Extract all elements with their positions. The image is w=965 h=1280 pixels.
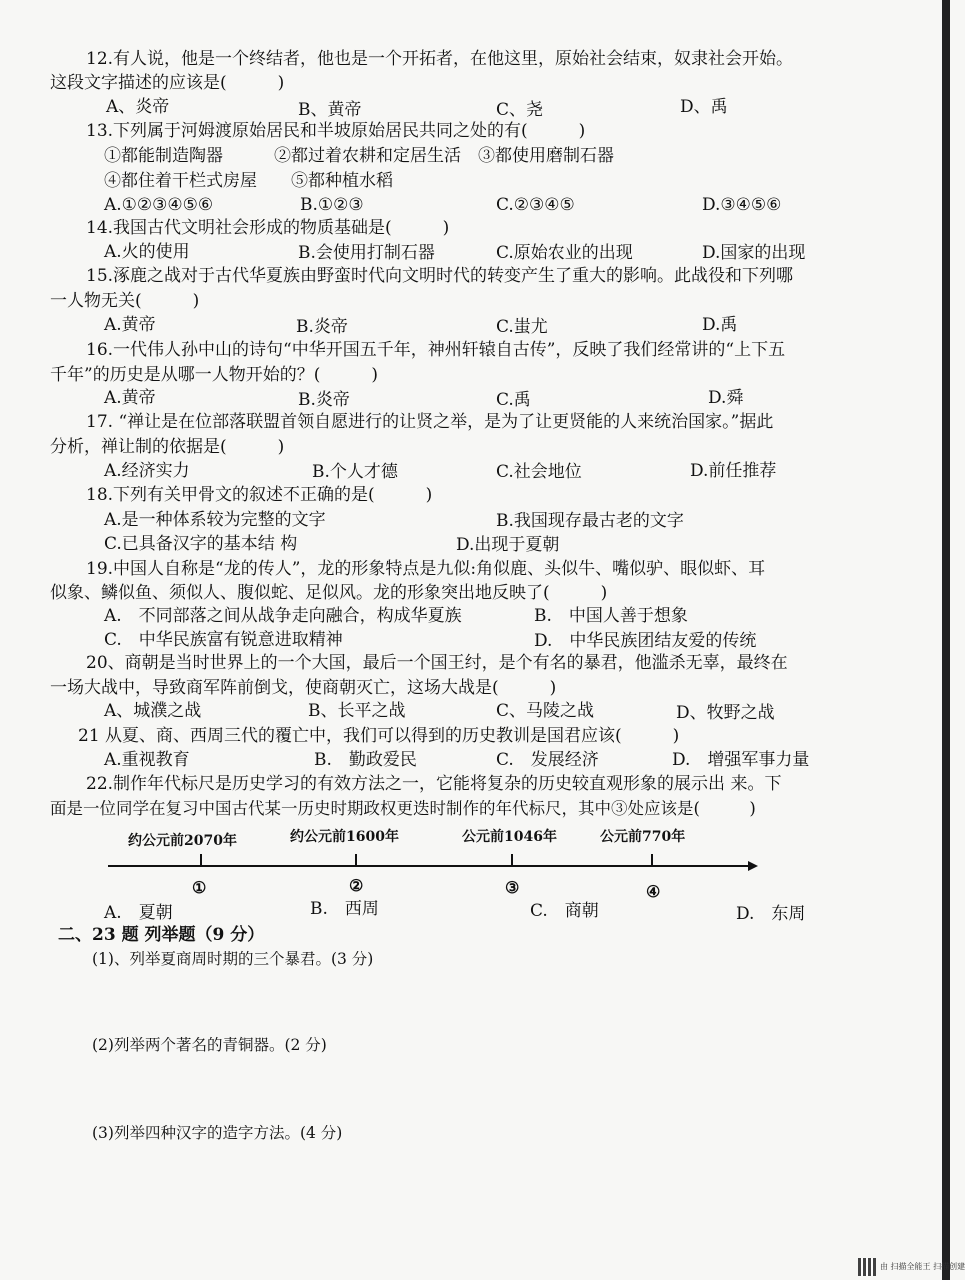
q16-line2: 千年”的历史是从哪一人物开始的？( ) (50, 365, 378, 385)
q20-line1: 20、商朝是当时世界上的一个大国，最后一个国王纣，是个有名的暴君，他滥杀无辜，最终在 (86, 653, 788, 673)
timeline-label-4: 公元前770年 (600, 829, 686, 845)
q17-option-c: C.社会地位 (496, 462, 582, 482)
q16-line1: 16.一代伟人孙中山的诗句“中华开国五千年，神州轩辕自古传”，反映了我们经常讲的“上下五 (86, 340, 786, 360)
q15-line2: 一人物无关( ) (50, 291, 200, 311)
q20-line2: 一场大战中，导致商军阵前倒戈，使商朝灭亡，这场大战是( ) (50, 678, 557, 698)
q20-option-d: D、牧野之战 (676, 703, 775, 723)
q14-option-c: C.原始农业的出现 (496, 243, 633, 263)
timeline-label-3: 公元前1046年 (462, 829, 557, 845)
timeline-label-1: 约公元前2070年 (128, 833, 237, 849)
q21-stem: 21 从夏、商、西周三代的覆亡中，我们可以得到的历史教训是国君应该( ) (78, 726, 680, 746)
q22-line1: 22.制作年代标尺是历史学习的有效方法之一，它能将复杂的历史较直观形象的展示出 来。下 (86, 774, 782, 794)
q22-option-a: A. 夏朝 (104, 903, 173, 923)
q13-option-a: A.①②③④⑤⑥ (104, 195, 214, 215)
q19-option-c: C. 中华民族富有锐意进取精神 (104, 630, 343, 650)
q21-option-b: B. 勤政爱民 (314, 750, 417, 770)
q16-option-a: A.黄帝 (104, 388, 156, 408)
q17-option-d: D.前任推荐 (690, 461, 777, 481)
section2-title: 二、23 题 列举题（9 分） (58, 925, 265, 945)
q15-option-a: A.黄帝 (104, 315, 156, 335)
q21-option-d: D. 增强军事力量 (672, 750, 810, 770)
timeline-arrowhead (748, 861, 758, 871)
q20-option-a: A、城濮之战 (104, 701, 202, 721)
q16-option-d: D.舜 (708, 388, 744, 408)
q22-option-d: D. 东周 (736, 904, 806, 924)
section2-sub2: (2)列举两个著名的青铜器。(2 分) (92, 1036, 327, 1054)
q15-line1: 15.涿鹿之战对于古代华夏族由野蛮时代向文明时代的转变产生了重大的影响。此战役和下列哪 (86, 266, 794, 286)
section2-sub1: (1)、列举夏商周时期的三个暴君。(3 分) (92, 950, 374, 968)
q13-option-c: C.②③④⑤ (496, 195, 575, 215)
q17-line1: 17. “禅让是在位部落联盟首领自愿进行的让贤之举，是为了让更贤能的人来统治国家。”据此 (86, 412, 774, 432)
q12-option-a: A、炎帝 (106, 97, 170, 117)
q21-option-c: C. 发展经济 (496, 750, 599, 770)
timeline-mark-3: ③ (505, 878, 520, 897)
timeline-mark-2: ② (349, 876, 364, 895)
q19-line1: 19.中国人自称是“龙的传人”，龙的形象特点是九似:角似鹿、头似牛、嘴似驴、眼似虾、耳 (86, 559, 766, 579)
q21-option-a: A.重视教育 (104, 750, 190, 770)
q14-option-a: A.火的使用 (104, 242, 190, 262)
q14-option-d: D.国家的出现 (702, 243, 806, 263)
q12-option-c: C、尧 (496, 100, 544, 120)
q14-option-b: B.会使用打制石器 (298, 243, 435, 263)
q17-line2: 分析，禅让制的依据是( ) (50, 437, 285, 457)
q20-option-c: C、马陵之战 (496, 701, 595, 721)
q18-option-d: D.出现于夏朝 (456, 535, 560, 555)
timeline-mark-1: ① (192, 878, 207, 897)
q12-option-d: D、禹 (680, 97, 728, 117)
qr-code-icon (858, 1258, 876, 1276)
q15-option-b: B.炎帝 (296, 317, 348, 337)
section2-sub3: (3)列举四种汉字的造字方法。(4 分) (92, 1124, 343, 1142)
q12-option-b: B、黄帝 (298, 100, 362, 120)
q17-option-b: B.个人才德 (312, 462, 398, 482)
q13-option-b: B.①②③ (300, 195, 364, 215)
scan-edge-shadow (942, 0, 950, 1280)
q19-option-d: D. 中华民族团结友爱的传统 (534, 631, 757, 651)
q17-option-a: A.经济实力 (104, 461, 190, 481)
q20-option-b: B、长平之战 (308, 701, 406, 721)
q13-option-d: D.③④⑤⑥ (702, 195, 782, 215)
q16-option-b: B.炎帝 (298, 390, 350, 410)
q22-option-b: B. 西周 (310, 899, 379, 919)
q18-option-c: C.已具备汉字的基本结 构 (104, 534, 298, 554)
timeline-mark-4: ④ (646, 882, 661, 901)
timeline-axis (100, 845, 760, 875)
scanner-watermark: 由 扫描全能王 扫描创建 (880, 1262, 965, 1271)
q19-line2: 似象、鳞似鱼、须似人、腹似蛇、足似风。龙的形象突出地反映了( ) (50, 583, 608, 603)
q22-line2: 面是一位同学在复习中国古代某一历史时期政权更迭时制作的年代标尺，其中③处应该是( ) (50, 799, 756, 818)
q15-option-d: D.禹 (702, 315, 738, 335)
q22-option-c: C. 商朝 (530, 901, 599, 921)
q14-stem: 14.我国古代文明社会形成的物质基础是( ) (86, 218, 450, 238)
q18-stem: 18.下列有关甲骨文的叙述不正确的是( ) (86, 485, 433, 505)
timeline-label-2: 约公元前1600年 (290, 829, 399, 845)
q12-line2: 这段文字描述的应该是( ) (50, 73, 285, 93)
q18-option-a: A.是一种体系较为完整的文字 (104, 510, 326, 530)
q12-line1: 12.有人说，他是一个终结者，他也是一个开拓者，在他这里，原始社会结束，奴隶社会开始。 (86, 49, 794, 69)
q18-option-b: B.我国现存最古老的文字 (496, 511, 684, 531)
q13-stem: 13.下列属于河姆渡原始居民和半坡原始居民共同之处的有( ) (86, 121, 586, 141)
q15-option-c: C.蚩尤 (496, 317, 548, 337)
q19-option-a: A. 不同部落之间从战争走向融合，构成华夏族 (104, 606, 462, 626)
q13-items-line2: ④都住着干栏式房屋 ⑤都种植水稻 (104, 171, 393, 191)
q13-items-line1: ①都能制造陶器 ②都过着农耕和定居生活 ③都使用磨制石器 (104, 146, 614, 166)
q16-option-c: C.禹 (496, 390, 531, 410)
q19-option-b: B. 中国人善于想象 (534, 606, 688, 626)
